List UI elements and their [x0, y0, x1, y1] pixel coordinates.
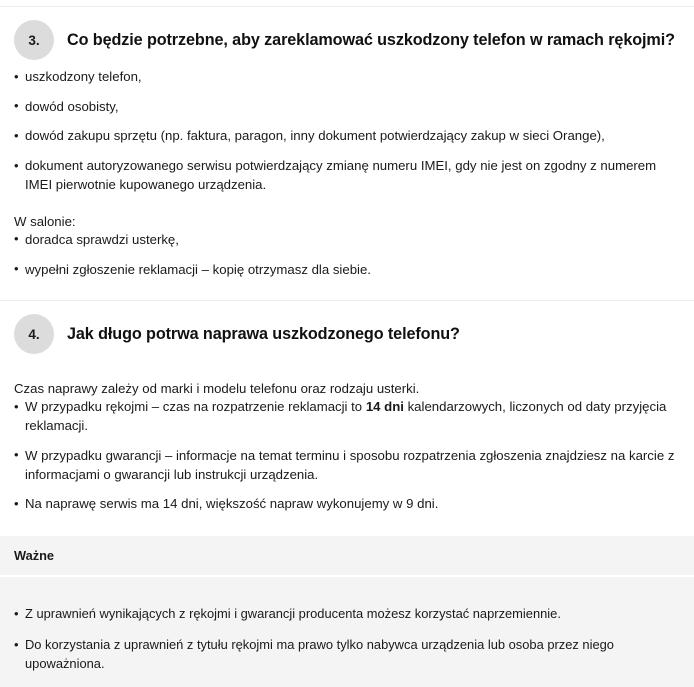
- faq-question-header-4[interactable]: [0, 301, 694, 362]
- important-notice-box: [0, 536, 694, 687]
- faq-question-header-3[interactable]: [0, 7, 694, 68]
- bullet-text-before: Na naprawę serwis ma 14 dni, większość napraw wykonujemy w 9 dni.: [25, 496, 439, 512]
- list-item: • doradca sprawdzi usterkę,: [14, 231, 680, 250]
- question-title-4: Jak długo potrwa naprawa uszkodzonego telefonu?: [67, 325, 460, 344]
- list-item: • dokument autoryzowanego serwisu potwierdzający zmianę numeru IMEI, gdy nie jest on zgodny z numerem IMEI pierwotnie kupowanego urządzenia.: [14, 157, 680, 194]
- list-item: [14, 398, 680, 435]
- faq-section-4: [0, 301, 694, 514]
- list-item: [14, 447, 680, 484]
- bullet-text-before: W przypadku gwarancji – informacje na temat terminu i sposobu rozpatrzenia zgłoszenia znajdziesz na karcie z informacjami o gwarancji lub instrukcji urządzenia.: [25, 447, 675, 482]
- list-item: • Do korzystania z uprawnień z tytułu rękojmi ma prawo tylko nabywca urządzenia lub osoba przez niego upoważniona.: [14, 636, 680, 673]
- list-item: • dowód osobisty,: [14, 98, 680, 117]
- repair-time-list: [14, 398, 680, 514]
- faq-answer-body-4: [0, 379, 694, 514]
- list-item: • wypełni zgłoszenie reklamacji – kopię otrzymasz dla siebie.: [14, 261, 680, 280]
- question-title-3: Co będzie potrzebne, aby zareklamować uszkodzony telefon w ramach rękojmi?: [67, 30, 675, 49]
- notice-body: [0, 577, 694, 687]
- question-number-badge-4: 4.: [14, 314, 54, 354]
- notice-heading: Ważne: [0, 536, 694, 577]
- list-item: • Z uprawnień wynikających z rękojmi i gwarancji producenta możesz korzystać naprzemiennie.: [14, 605, 680, 623]
- repair-time-intro: Czas naprawy zależy od marki i modelu telefonu oraz rodzaju usterki.: [14, 381, 420, 397]
- notice-list: [14, 605, 680, 673]
- list-item: [14, 495, 680, 514]
- faq-section-3: [0, 7, 694, 279]
- faq-page: [0, 6, 694, 671]
- question-number-badge-3: 3.: [14, 20, 54, 60]
- bullet-text-bold: 14 dni: [365, 399, 404, 415]
- faq-answer-body-3: [0, 68, 694, 279]
- requirements-list: [14, 68, 680, 195]
- bullet-text-after: kalendarzowych, liczonych od daty przyjęcia reklamacji.: [25, 399, 667, 434]
- salon-steps-list: [14, 231, 680, 279]
- bullet-text-before: W przypadku rękojmi – czas na rozpatrzenie reklamacji to: [25, 399, 366, 415]
- salon-subheading: W salonie:: [14, 213, 76, 229]
- list-item: • dowód zakupu sprzętu (np. faktura, paragon, inny dokument potwierdzający zakup w sieci Orange),: [14, 127, 680, 146]
- list-item: • uszkodzony telefon,: [14, 68, 680, 87]
